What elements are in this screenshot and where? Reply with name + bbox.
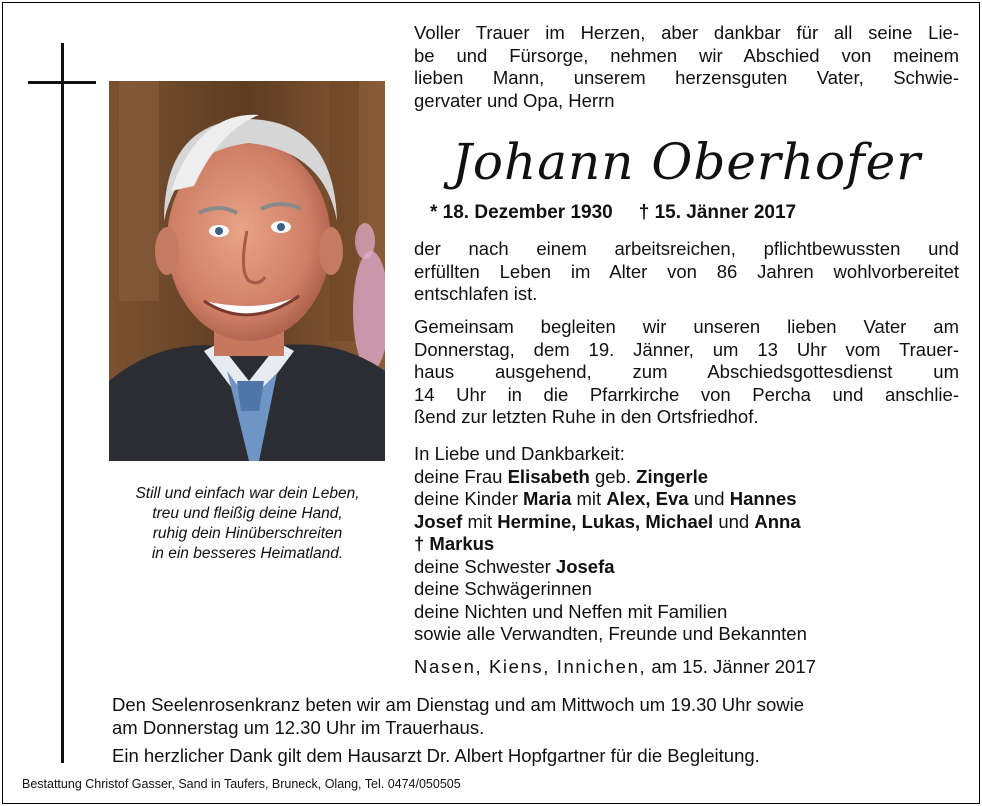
thanks-line: Ein herzlicher Dank gilt dem Hausarzt Dr. Albert Hopfgartner für die Begleitung.: [112, 745, 760, 766]
place-towns: Nasen, Kiens, Innichen,: [414, 656, 647, 677]
mourners-heading: In Liebe und Dankbarkeit:: [414, 443, 625, 464]
text: mit: [571, 488, 607, 509]
mourners-list: [414, 443, 959, 646]
funeral-line: Gemeinsam begleiten wir unseren lieben Vater am: [414, 316, 959, 337]
poem-line: treu und fleißig deine Hand,: [152, 505, 343, 522]
mourner-relatives: sowie alle Verwandten, Freunde und Bekannten: [414, 623, 807, 644]
name: Anna: [754, 510, 801, 532]
birth-date: * 18. Dezember 1930: [430, 202, 613, 223]
poem-line: ruhig dein Hinüberschreiten: [152, 525, 343, 542]
funeral-line: Donnerstag, dem 19. Jänner, um 13 Uhr vom Trauer-: [414, 338, 959, 360]
life-line: der nach einem arbeitsreichen, pflichtbewussten und: [414, 238, 959, 259]
name: Josefa: [555, 555, 615, 577]
name: Alex, Eva: [606, 488, 689, 509]
life-dates: [430, 202, 796, 224]
mourner-sisters-in-law: deine Schwägerinnen: [414, 578, 592, 599]
name: Hermine, Lukas, Michael: [497, 510, 714, 532]
text: geb.: [589, 465, 637, 487]
name: Zingerle: [636, 465, 709, 487]
funeral-home-credit: Bestattung Christof Gasser, Sand in Taufers, Bruneck, Olang, Tel. 0474/050505: [22, 777, 461, 791]
text: und: [688, 488, 730, 509]
poem-line: Still und einfach war dein Leben,: [135, 485, 360, 502]
poem-line: in ein besseres Heimatland.: [151, 545, 344, 562]
mourner-children: [414, 511, 959, 534]
mourner-sister: [414, 556, 959, 579]
text: deine Schwester: [414, 555, 556, 577]
name: Hannes: [729, 488, 797, 509]
notice-date: am 15. Jänner 2017: [646, 656, 816, 677]
rosary-line: am Donnerstag um 12.30 Uhr im Trauerhaus.: [112, 716, 485, 738]
deceased-name: Johann Oberhofer: [451, 133, 922, 191]
mourner-children: [414, 488, 959, 511]
funeral-line: 14 Uhr in die Pfarrkirche von Percha und anschlie-: [414, 383, 959, 405]
mourner-wife: [414, 466, 959, 489]
name: Josef: [414, 510, 463, 532]
intro-line: gervater und Opa, Herrn: [414, 89, 615, 111]
thanks-notice: [112, 745, 960, 768]
name: Maria: [523, 488, 572, 509]
cross-icon-horizontal: [28, 81, 96, 84]
life-line: entschlafen ist.: [414, 283, 538, 304]
rosary-notice: [112, 694, 960, 739]
place-date: [414, 656, 816, 678]
cross-icon-vertical: [61, 43, 64, 763]
death-date: † 15. Jänner 2017: [638, 202, 797, 223]
life-line: erfüllten Leben im Alter von 86 Jahren wohlvorbereitet: [414, 260, 959, 282]
intro-paragraph: [414, 22, 959, 112]
life-paragraph: [414, 238, 959, 306]
mourner-children: [414, 533, 959, 556]
mourner-nieces: deine Nichten und Neffen mit Familien: [414, 600, 728, 622]
name: Elisabeth: [507, 465, 590, 487]
funeral-line: ßend zur letzten Ruhe in den Ortsfriedhof.: [414, 406, 759, 427]
text: deine Frau: [414, 465, 508, 487]
intro-line: be und Fürsorge, nehmen wir Abschied von meinem: [414, 44, 959, 66]
poem: [100, 484, 395, 564]
funeral-paragraph: [414, 316, 959, 429]
intro-line: lieben Mann, unserem herzensguten Vater, Schwie-: [414, 67, 959, 88]
text: und: [713, 510, 755, 532]
funeral-line: haus ausgehend, zum Abschiedsgottesdienst um: [414, 361, 959, 382]
intro-line: Voller Trauer im Herzen, aber dankbar für all seine Lie-: [414, 22, 959, 43]
text: deine Kinder: [414, 488, 524, 509]
name: † Markus: [414, 533, 495, 554]
portrait-photo: [109, 81, 385, 461]
text: mit: [462, 510, 498, 532]
rosary-line: Den Seelenrosenkranz beten wir am Dienstag und am Mittwoch um 19.30 Uhr sowie: [112, 694, 805, 715]
